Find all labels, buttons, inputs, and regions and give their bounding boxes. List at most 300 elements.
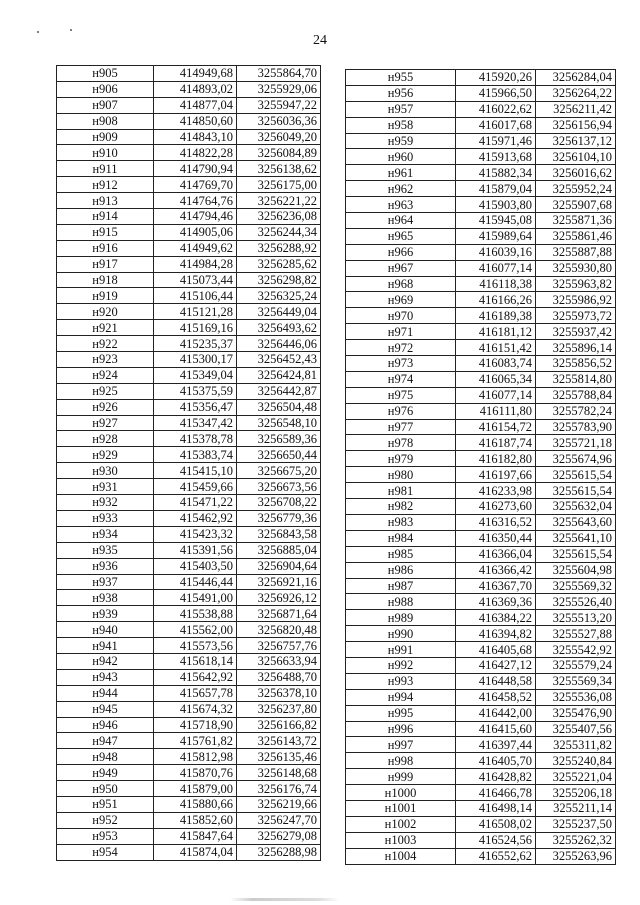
point-id-cell: н966 (346, 244, 456, 260)
x-coordinate-cell: 415966,50 (456, 85, 536, 101)
y-coordinate-cell: 3256036,36 (237, 113, 321, 129)
y-coordinate-cell: 3255569,32 (536, 578, 616, 594)
y-coordinate-cell: 3256675,20 (237, 463, 321, 479)
table-row (346, 800, 616, 816)
x-coordinate-cell: 416384,22 (456, 610, 536, 626)
table-row (346, 213, 616, 229)
y-coordinate-cell: 3255579,24 (536, 657, 616, 673)
y-coordinate-cell: 3255526,40 (536, 594, 616, 610)
point-id-cell: н913 (57, 193, 154, 209)
y-coordinate-cell: 3256211,42 (536, 101, 616, 117)
y-coordinate-cell: 3256135,46 (237, 749, 321, 765)
x-coordinate-cell: 416316,52 (456, 514, 536, 530)
point-id-cell: н965 (346, 228, 456, 244)
point-id-cell: н954 (57, 844, 154, 860)
table-row (346, 292, 616, 308)
y-coordinate-cell: 3255542,92 (536, 642, 616, 658)
table-row (57, 479, 321, 495)
table-row (346, 785, 616, 801)
point-id-cell: н995 (346, 705, 456, 721)
point-id-cell: н918 (57, 272, 154, 288)
x-coordinate-cell: 415880,66 (154, 796, 237, 812)
point-id-cell: н939 (57, 606, 154, 622)
y-coordinate-cell: 3256650,44 (237, 447, 321, 463)
table-row (346, 197, 616, 213)
x-coordinate-cell: 415356,47 (154, 399, 237, 415)
table-row (346, 483, 616, 499)
point-id-cell: н980 (346, 467, 456, 483)
point-id-cell: н992 (346, 657, 456, 673)
y-coordinate-cell: 3255569,34 (536, 673, 616, 689)
x-coordinate-cell: 416017,68 (456, 117, 536, 133)
point-id-cell: н934 (57, 526, 154, 542)
x-coordinate-cell: 415882,34 (456, 165, 536, 181)
x-coordinate-cell: 414769,70 (154, 177, 237, 193)
table-row (57, 669, 321, 685)
y-coordinate-cell: 3255311,82 (536, 737, 616, 753)
y-coordinate-cell: 3255937,42 (536, 324, 616, 340)
point-id-cell: н999 (346, 769, 456, 785)
table-row (346, 753, 616, 769)
x-coordinate-cell: 415538,88 (154, 606, 237, 622)
y-coordinate-cell: 3256049,20 (237, 129, 321, 145)
x-coordinate-cell: 415471,22 (154, 495, 237, 511)
y-coordinate-cell: 3255476,90 (536, 705, 616, 721)
point-id-cell: н928 (57, 431, 154, 447)
x-coordinate-cell: 416182,80 (456, 451, 536, 467)
y-coordinate-cell: 3256288,92 (237, 240, 321, 256)
x-coordinate-cell: 414850,60 (154, 113, 237, 129)
table-row (57, 717, 321, 733)
x-coordinate-cell: 416273,60 (456, 499, 536, 515)
table-row (57, 638, 321, 654)
point-id-cell: н921 (57, 320, 154, 336)
y-coordinate-cell: 3256708,22 (237, 495, 321, 511)
x-coordinate-cell: 416508,02 (456, 816, 536, 832)
y-coordinate-cell: 3256442,87 (237, 383, 321, 399)
table-row (57, 765, 321, 781)
y-coordinate-cell: 3256244,34 (237, 224, 321, 240)
x-coordinate-cell: 415073,44 (154, 272, 237, 288)
x-coordinate-cell: 414764,76 (154, 193, 237, 209)
y-coordinate-cell: 3255930,80 (536, 260, 616, 276)
point-id-cell: н908 (57, 113, 154, 129)
y-coordinate-cell: 3255527,88 (536, 626, 616, 642)
table-row (346, 578, 616, 594)
x-coordinate-cell: 416405,68 (456, 642, 536, 658)
x-coordinate-cell: 416498,14 (456, 800, 536, 816)
table-row (346, 340, 616, 356)
coordinates-table-right (345, 69, 616, 865)
point-id-cell: н983 (346, 514, 456, 530)
point-id-cell: н963 (346, 197, 456, 213)
table-row (346, 530, 616, 546)
table-row (57, 352, 321, 368)
y-coordinate-cell: 3255513,20 (536, 610, 616, 626)
table-row (346, 276, 616, 292)
x-coordinate-cell: 416065,34 (456, 371, 536, 387)
x-coordinate-cell: 414893,02 (154, 81, 237, 97)
table-row (346, 244, 616, 260)
point-id-cell: н946 (57, 717, 154, 733)
point-id-cell: н972 (346, 340, 456, 356)
y-coordinate-cell: 3256175,00 (237, 177, 321, 193)
x-coordinate-cell: 415718,90 (154, 717, 237, 733)
y-coordinate-cell: 3255674,96 (536, 451, 616, 467)
x-coordinate-cell: 416466,78 (456, 785, 536, 801)
x-coordinate-cell: 414949,62 (154, 240, 237, 256)
x-coordinate-cell: 416039,16 (456, 244, 536, 260)
table-row (57, 336, 321, 352)
table-row (346, 594, 616, 610)
x-coordinate-cell: 415920,26 (456, 70, 536, 86)
y-coordinate-cell: 3256548,10 (237, 415, 321, 431)
point-id-cell: н989 (346, 610, 456, 626)
y-coordinate-cell: 3255240,84 (536, 753, 616, 769)
x-coordinate-cell: 415945,08 (456, 213, 536, 229)
table-row (346, 626, 616, 642)
y-coordinate-cell: 3255643,60 (536, 514, 616, 530)
point-id-cell: н997 (346, 737, 456, 753)
y-coordinate-cell: 3256673,56 (237, 479, 321, 495)
x-coordinate-cell: 415870,76 (154, 765, 237, 781)
table-row (346, 721, 616, 737)
x-coordinate-cell: 416415,60 (456, 721, 536, 737)
table-row (346, 181, 616, 197)
table-row (57, 161, 321, 177)
x-coordinate-cell: 415403,50 (154, 558, 237, 574)
point-id-cell: н919 (57, 288, 154, 304)
x-coordinate-cell: 416022,62 (456, 101, 536, 117)
point-id-cell: н994 (346, 689, 456, 705)
table-row (57, 193, 321, 209)
x-coordinate-cell: 416448,58 (456, 673, 536, 689)
y-coordinate-cell: 3255632,04 (536, 499, 616, 515)
x-coordinate-cell: 414984,28 (154, 256, 237, 272)
point-id-cell: н1001 (346, 800, 456, 816)
point-id-cell: н914 (57, 209, 154, 225)
x-coordinate-cell: 415847,64 (154, 828, 237, 844)
point-id-cell: н943 (57, 669, 154, 685)
table-row (57, 97, 321, 113)
point-id-cell: н916 (57, 240, 154, 256)
point-id-cell: н949 (57, 765, 154, 781)
y-coordinate-cell: 3256757,76 (237, 638, 321, 654)
x-coordinate-cell: 416233,98 (456, 483, 536, 499)
point-id-cell: н984 (346, 530, 456, 546)
y-coordinate-cell: 3255907,68 (536, 197, 616, 213)
x-coordinate-cell: 415462,92 (154, 510, 237, 526)
y-coordinate-cell: 3255871,36 (536, 213, 616, 229)
y-coordinate-cell: 3255604,98 (536, 562, 616, 578)
table-row (57, 177, 321, 193)
table-row (346, 260, 616, 276)
y-coordinate-cell: 3256264,22 (536, 85, 616, 101)
x-coordinate-cell: 416181,12 (456, 324, 536, 340)
table-row (57, 590, 321, 606)
y-coordinate-cell: 3255896,14 (536, 340, 616, 356)
table-row (346, 769, 616, 785)
x-coordinate-cell: 416077,14 (456, 260, 536, 276)
point-id-cell: н970 (346, 308, 456, 324)
point-id-cell: н906 (57, 81, 154, 97)
table-row (346, 133, 616, 149)
table-row (346, 705, 616, 721)
table-row (57, 399, 321, 415)
x-coordinate-cell: 416166,26 (456, 292, 536, 308)
x-coordinate-cell: 415459,66 (154, 479, 237, 495)
y-coordinate-cell: 3256219,66 (237, 796, 321, 812)
y-coordinate-cell: 3255615,54 (536, 467, 616, 483)
y-coordinate-cell: 3256237,80 (237, 701, 321, 717)
point-id-cell: н959 (346, 133, 456, 149)
point-id-cell: н1004 (346, 848, 456, 864)
table-row (346, 451, 616, 467)
x-coordinate-cell: 415852,60 (154, 812, 237, 828)
table-row (57, 320, 321, 336)
point-id-cell: н967 (346, 260, 456, 276)
y-coordinate-cell: 3255864,70 (237, 66, 321, 82)
x-coordinate-cell: 415812,98 (154, 749, 237, 765)
point-id-cell: н930 (57, 463, 154, 479)
x-coordinate-cell: 415378,78 (154, 431, 237, 447)
point-id-cell: н929 (57, 447, 154, 463)
scan-speck (70, 29, 72, 31)
y-coordinate-cell: 3256279,08 (237, 828, 321, 844)
table-row (57, 622, 321, 638)
table-row (57, 447, 321, 463)
point-id-cell: н964 (346, 213, 456, 229)
y-coordinate-cell: 3256589,36 (237, 431, 321, 447)
x-coordinate-cell: 416154,72 (456, 419, 536, 435)
x-coordinate-cell: 415562,00 (154, 622, 237, 638)
x-coordinate-cell: 416524,56 (456, 832, 536, 848)
table-row (57, 367, 321, 383)
table-row (57, 606, 321, 622)
y-coordinate-cell: 3256143,72 (237, 733, 321, 749)
point-id-cell: н961 (346, 165, 456, 181)
y-coordinate-cell: 3255211,14 (536, 800, 616, 816)
table-row (346, 642, 616, 658)
point-id-cell: н960 (346, 149, 456, 165)
y-coordinate-cell: 3256488,70 (237, 669, 321, 685)
x-coordinate-cell: 415573,56 (154, 638, 237, 654)
y-coordinate-cell: 3256904,64 (237, 558, 321, 574)
point-id-cell: н982 (346, 499, 456, 515)
y-coordinate-cell: 3255947,22 (237, 97, 321, 113)
y-coordinate-cell: 3256446,06 (237, 336, 321, 352)
y-coordinate-cell: 3256424,81 (237, 367, 321, 383)
y-coordinate-cell: 3256148,68 (237, 765, 321, 781)
table-row (57, 733, 321, 749)
x-coordinate-cell: 415347,42 (154, 415, 237, 431)
x-coordinate-cell: 416083,74 (456, 356, 536, 372)
point-id-cell: н931 (57, 479, 154, 495)
point-id-cell: н991 (346, 642, 456, 658)
point-id-cell: н981 (346, 483, 456, 499)
point-id-cell: н911 (57, 161, 154, 177)
y-coordinate-cell: 3256779,36 (237, 510, 321, 526)
x-coordinate-cell: 415674,32 (154, 701, 237, 717)
table-row (57, 844, 321, 860)
y-coordinate-cell: 3255952,24 (536, 181, 616, 197)
y-coordinate-cell: 3256016,62 (536, 165, 616, 181)
point-id-cell: н927 (57, 415, 154, 431)
y-coordinate-cell: 3256325,24 (237, 288, 321, 304)
y-coordinate-cell: 3255963,82 (536, 276, 616, 292)
y-coordinate-cell: 3256104,10 (536, 149, 616, 165)
y-coordinate-cell: 3256176,74 (237, 781, 321, 797)
x-coordinate-cell: 415349,04 (154, 367, 237, 383)
point-id-cell: н951 (57, 796, 154, 812)
y-coordinate-cell: 3256504,48 (237, 399, 321, 415)
table-row (346, 356, 616, 372)
point-id-cell: н979 (346, 451, 456, 467)
table-row (346, 70, 616, 86)
point-id-cell: н920 (57, 304, 154, 320)
y-coordinate-cell: 3255782,24 (536, 403, 616, 419)
point-id-cell: н933 (57, 510, 154, 526)
table-row (57, 113, 321, 129)
y-coordinate-cell: 3255263,96 (536, 848, 616, 864)
table-row (346, 610, 616, 626)
y-coordinate-cell: 3256871,64 (237, 606, 321, 622)
x-coordinate-cell: 415121,28 (154, 304, 237, 320)
point-id-cell: н937 (57, 574, 154, 590)
point-id-cell: н1003 (346, 832, 456, 848)
point-id-cell: н905 (57, 66, 154, 82)
point-id-cell: н947 (57, 733, 154, 749)
x-coordinate-cell: 415971,46 (456, 133, 536, 149)
y-coordinate-cell: 3256885,04 (237, 542, 321, 558)
table-row (57, 812, 321, 828)
x-coordinate-cell: 414949,68 (154, 66, 237, 82)
table-row (57, 701, 321, 717)
point-id-cell: н978 (346, 435, 456, 451)
point-id-cell: н976 (346, 403, 456, 419)
table-row (346, 228, 616, 244)
point-id-cell: н975 (346, 387, 456, 403)
table-row (57, 256, 321, 272)
table-row (57, 272, 321, 288)
x-coordinate-cell: 415300,17 (154, 352, 237, 368)
point-id-cell: н912 (57, 177, 154, 193)
table-row (57, 542, 321, 558)
point-id-cell: н973 (346, 356, 456, 372)
table-row (346, 657, 616, 673)
table-row (57, 526, 321, 542)
table-row (57, 66, 321, 82)
table-row (346, 467, 616, 483)
point-id-cell: н962 (346, 181, 456, 197)
y-coordinate-cell: 3255221,04 (536, 769, 616, 785)
x-coordinate-cell: 415903,80 (456, 197, 536, 213)
point-id-cell: н944 (57, 685, 154, 701)
table-row (57, 463, 321, 479)
point-id-cell: н915 (57, 224, 154, 240)
table-row (346, 562, 616, 578)
x-coordinate-cell: 416427,12 (456, 657, 536, 673)
y-coordinate-cell: 3255929,06 (237, 81, 321, 97)
point-id-cell: н985 (346, 546, 456, 562)
table-row (346, 499, 616, 515)
faint-footer-mark (230, 898, 340, 901)
table-row (57, 749, 321, 765)
point-id-cell: н941 (57, 638, 154, 654)
x-coordinate-cell: 416077,14 (456, 387, 536, 403)
point-id-cell: н932 (57, 495, 154, 511)
x-coordinate-cell: 415761,82 (154, 733, 237, 749)
y-coordinate-cell: 3255861,46 (536, 228, 616, 244)
y-coordinate-cell: 3255407,56 (536, 721, 616, 737)
y-coordinate-cell: 3256378,10 (237, 685, 321, 701)
point-id-cell: н926 (57, 399, 154, 415)
point-id-cell: н1002 (346, 816, 456, 832)
x-coordinate-cell: 416367,70 (456, 578, 536, 594)
y-coordinate-cell: 3256236,08 (237, 209, 321, 225)
point-id-cell: н988 (346, 594, 456, 610)
coordinates-table-left (56, 65, 321, 861)
point-id-cell: н993 (346, 673, 456, 689)
point-id-cell: н957 (346, 101, 456, 117)
table-row (57, 431, 321, 447)
y-coordinate-cell: 3255856,52 (536, 356, 616, 372)
table-row (57, 781, 321, 797)
point-id-cell: н956 (346, 85, 456, 101)
y-coordinate-cell: 3256820,48 (237, 622, 321, 638)
y-coordinate-cell: 3256138,62 (237, 161, 321, 177)
table-row (57, 415, 321, 431)
point-id-cell: н925 (57, 383, 154, 399)
y-coordinate-cell: 3256449,04 (237, 304, 321, 320)
y-coordinate-cell: 3256843,58 (237, 526, 321, 542)
x-coordinate-cell: 416552,62 (456, 848, 536, 864)
table-row (346, 165, 616, 181)
x-coordinate-cell: 415383,74 (154, 447, 237, 463)
point-id-cell: н998 (346, 753, 456, 769)
x-coordinate-cell: 415618,14 (154, 653, 237, 669)
point-id-cell: н935 (57, 542, 154, 558)
y-coordinate-cell: 3256298,82 (237, 272, 321, 288)
table-row (57, 129, 321, 145)
table-row (57, 558, 321, 574)
point-id-cell: н948 (57, 749, 154, 765)
x-coordinate-cell: 415989,64 (456, 228, 536, 244)
table-row (57, 495, 321, 511)
table-row (346, 737, 616, 753)
table-row (57, 209, 321, 225)
x-coordinate-cell: 415874,04 (154, 844, 237, 860)
table-row (346, 149, 616, 165)
point-id-cell: н986 (346, 562, 456, 578)
x-coordinate-cell: 416366,42 (456, 562, 536, 578)
table-row (346, 832, 616, 848)
point-id-cell: н909 (57, 129, 154, 145)
y-coordinate-cell: 3255615,54 (536, 546, 616, 562)
x-coordinate-cell: 416350,44 (456, 530, 536, 546)
table-row (346, 85, 616, 101)
page-number: 24 (313, 33, 327, 48)
point-id-cell: н940 (57, 622, 154, 638)
x-coordinate-cell: 415423,32 (154, 526, 237, 542)
x-coordinate-cell: 414843,10 (154, 129, 237, 145)
point-id-cell: н950 (57, 781, 154, 797)
x-coordinate-cell: 415235,37 (154, 336, 237, 352)
table-row (57, 304, 321, 320)
table-row (57, 510, 321, 526)
y-coordinate-cell: 3255237,50 (536, 816, 616, 832)
table-row (57, 224, 321, 240)
